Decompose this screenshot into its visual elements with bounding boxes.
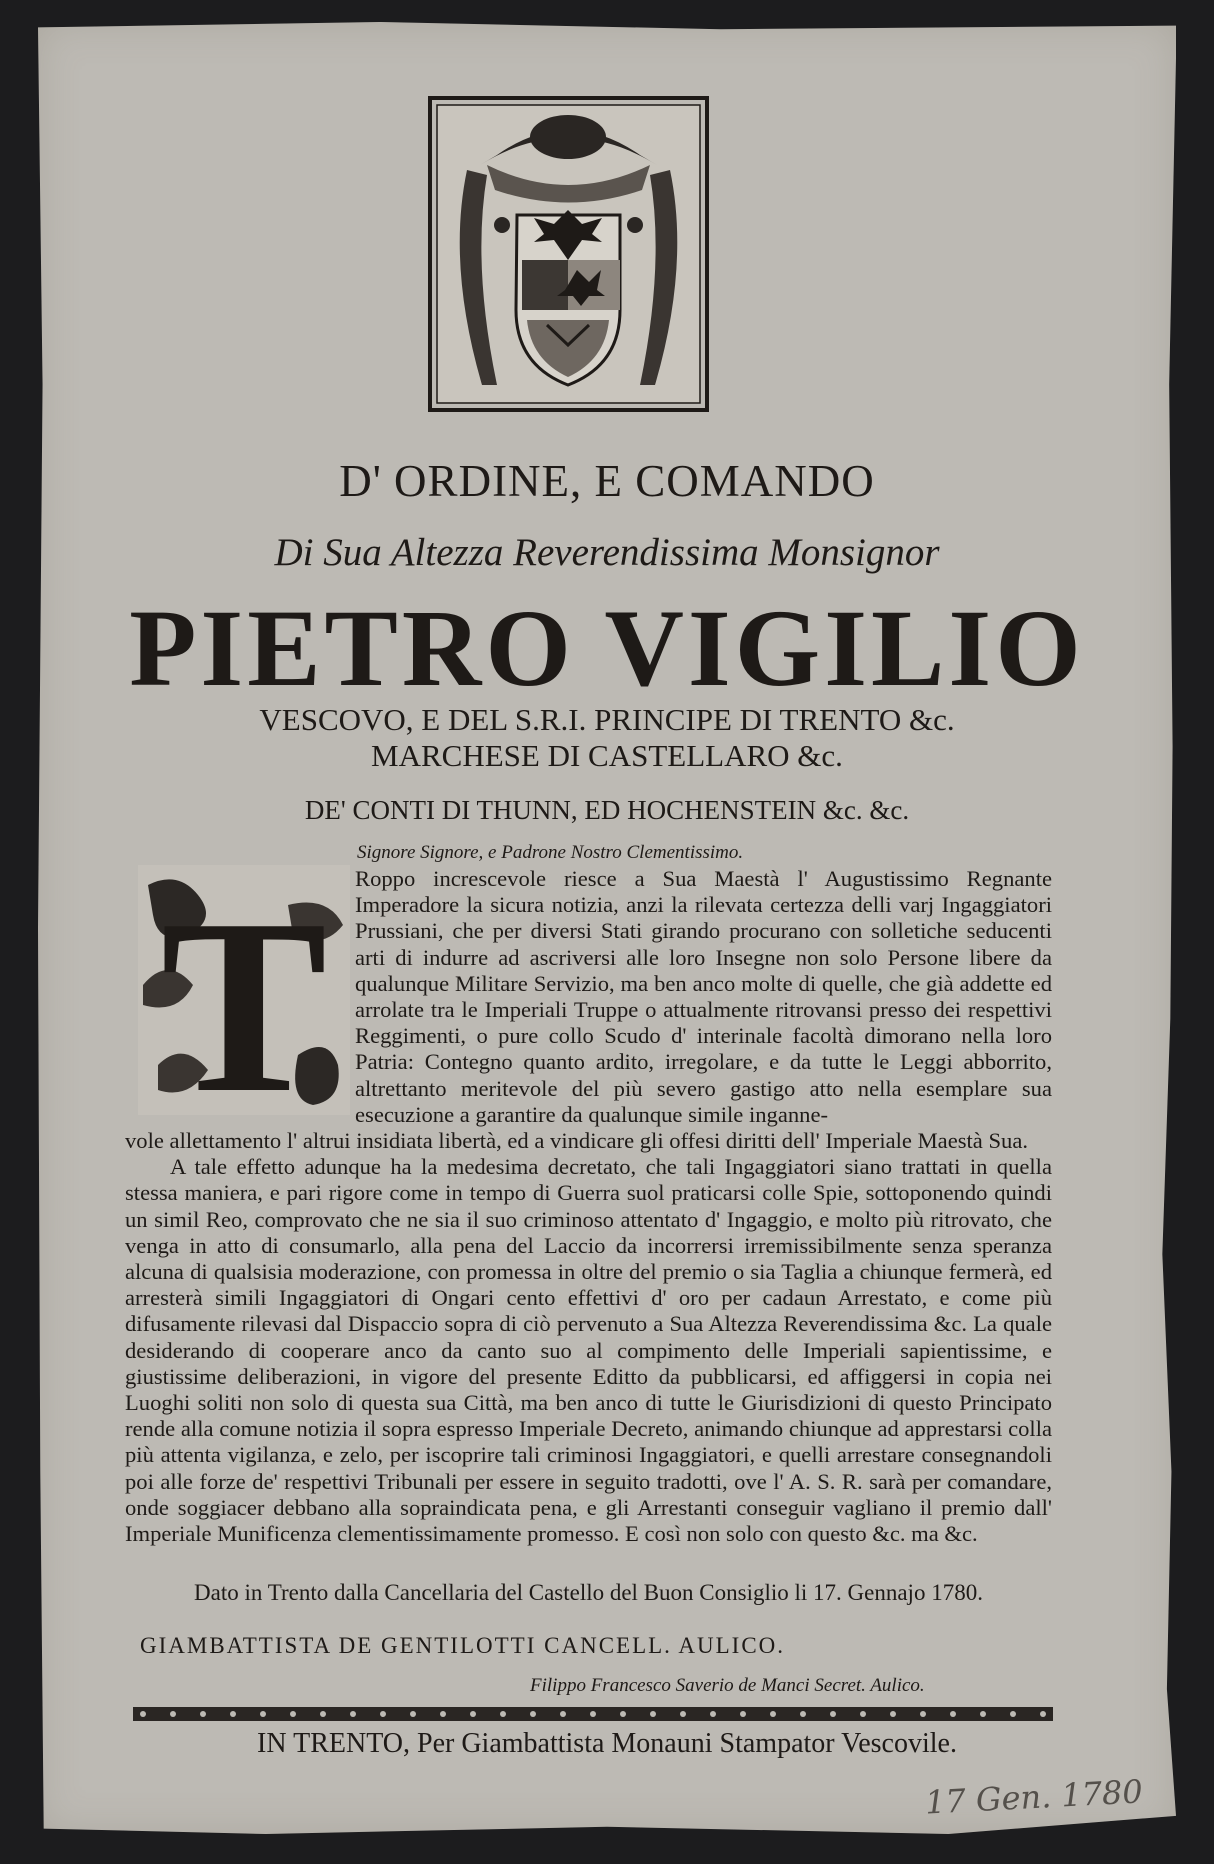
edict-body bbox=[125, 866, 1052, 1547]
chancellor-signature: GIAMBATTISTA DE GENTILOTTI CANCELL. AULICO. bbox=[140, 1633, 786, 1658]
paragraph-1-continuation: vole allettamento l' altrui insidiata libertà, ed a vindicare gli offesi diritti dell' Imperiale Maestà Sua. bbox=[125, 1128, 1029, 1154]
heading-ordine: D' ORDINE, E COMANDO bbox=[339, 456, 875, 506]
coat-of-arms-icon bbox=[427, 95, 710, 413]
paragraph-1: Roppo increscevole riesce a Sua Maestà l' Augustissimo Regnante Imperadore la sicura notizia, anzi la rilevata certezza delli varj Ingaggiatori Prussiani, che per diversi Stati girando procurano con solletiche seducenti arti di indurre ad ascriversi alle loro Insegne non solo Persone libere da qualunque Militare Servizio, ma ben anco molte di quelle, che già addette ed arrolate tra le Imperiali Truppe o attualmente ritrovansi presso dei respettivi Reggimenti, o pure collo Scudo d' interinale facoltà dimorano nella loro Patria: Contegno quanto ardito, irregolare, e da tutte le Leggi abborrito, altrettanto meritevole del più severo gastigo atto nella esemplare sua esecuzione a garantire da qualunque simile inganne- bbox=[355, 866, 1052, 1127]
title-vescovo: VESCOVO, E DEL S.R.I. PRINCIPE DI TRENTO &c. bbox=[259, 702, 955, 737]
ornament-divider bbox=[133, 1704, 1053, 1724]
title-conti: DE' CONTI DI THUNN, ED HOCHENSTEIN &c. &c. bbox=[304, 795, 910, 825]
heading-sua-altezza: Di Sua Altezza Reverendissima Monsignor bbox=[274, 531, 940, 574]
title-marchese: MARCHESE DI CASTELLARO &c. bbox=[371, 738, 843, 773]
printer-imprint: IN TRENTO, Per Giambattista Monauni Stampator Vescovile. bbox=[257, 1728, 957, 1759]
salutation: Signore Signore, e Padrone Nostro Clementissimo. bbox=[357, 842, 744, 863]
handwritten-date: 17 Gen. 1780 bbox=[924, 1772, 1144, 1822]
heading-prince-name: PIETRO VIGILIO bbox=[129, 587, 1085, 709]
initial-letter: T bbox=[160, 868, 328, 1115]
secretary-signature: Filippo Francesco Saverio de Manci Secret. Aulico. bbox=[530, 1675, 925, 1696]
paragraph-2: A tale effetto adunque ha la medesima decretato, che tali Ingaggiatori siano trattati in quella stessa maniera, e pari rigore come in tempo di Guerra suol praticarsi colle Spie, sottoponendo quindi un simil Reo, comprovato che ne sia il suo criminoso attentato d' Ingaggio, e molto più ritrovato, che venga in atto di consumarlo, alla pena del Laccio da incorrersi irremissibilmente senza speranza alcuna di qualsisia moderazione, con promessa in oltre del premio o sia Taglia a chiunque fermerà, ed arresterà simili Ingaggiatori di Ongari cento effettivi d' oro per cadaun Arrestato, e come più difusamente rilevasi dal Dispaccio sopra di ciò pervenuto a Sua Altezza Reverendissima &c. La quale desiderando di cooperare anco da canto suo al compimento delle Imperiali sapientissime, e giustissime deliberazioni, in vigore del presente Editto da pubblicarsi, ed affiggersi in copia nei Luoghi soliti non solo di questa sua Città, ma ben anco di tutte le Giurisdizioni di questo Principato rende alla comune notizia il sopra espresso Imperiale Decreto, animando chiunque ad apprestarsi colla più attenta vigilanza, e zelo, per iscoprire tali criminosi Ingaggiatori, e quelli arrestare consegnandoli poi alle forze de' respettivi Tribunali per essere in seguito tradotti, ove l' A. S. R. sarà per comandare, onde soggiacer debbano alla sopraindicata pena, e gli Arrestanti conseguir vagliano il premio dall' Imperiale Munificenza clementissimamente promesso. E così non solo con questo &c. ma &c. bbox=[125, 1154, 1052, 1547]
date-line: Dato in Trento dalla Cancellaria del Castello del Buon Consiglio li 17. Gennajo 1780. bbox=[194, 1580, 983, 1605]
